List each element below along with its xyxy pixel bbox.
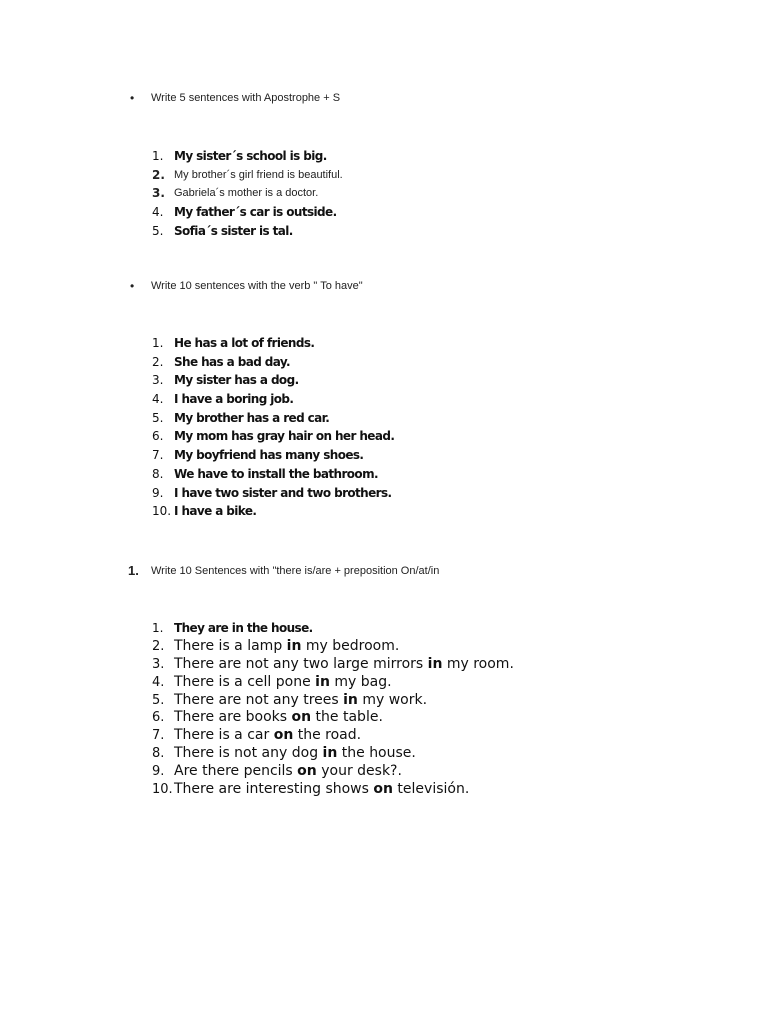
list-item	[152, 446, 394, 465]
item-text: There is a cell pone in my bag.	[174, 673, 392, 690]
preposition: on	[297, 763, 317, 780]
item-text: My sister has a dog.	[174, 373, 299, 388]
item-text: There are interesting shows on televisión.	[174, 781, 470, 798]
item-number: 8.	[152, 466, 164, 481]
item-text: My father´s car is outside.	[174, 205, 337, 220]
item-text: My brother´s girl friend is beautiful.	[174, 168, 343, 181]
item-text: Sofia´s sister is tal.	[174, 223, 293, 238]
list-item	[152, 409, 394, 428]
section3-list	[152, 620, 514, 799]
list-item	[152, 427, 394, 446]
list-item	[152, 222, 343, 241]
item-text: My mom has gray hair on her head.	[174, 429, 395, 444]
list-item	[152, 184, 343, 203]
item-text: I have two sister and two brothers.	[174, 485, 392, 500]
list-item	[152, 371, 394, 390]
preposition: on	[273, 727, 294, 744]
item-number: 5.	[152, 692, 165, 708]
bullet-icon: •	[130, 279, 135, 293]
preposition: in	[286, 637, 302, 654]
list-item	[152, 692, 514, 710]
section3-number: 1.	[128, 563, 139, 578]
list-item	[152, 727, 514, 745]
item-number: 1.	[152, 621, 164, 635]
list-item	[152, 203, 343, 222]
section3-heading-text: Write 10 Sentences with "there is/are + preposition On/at/in	[151, 564, 440, 577]
section3-heading	[128, 563, 439, 578]
item-text: She has a bad day.	[174, 354, 290, 369]
item-text: My boyfriend has many shoes.	[174, 448, 364, 463]
item-text: There are books on the table.	[174, 709, 383, 726]
preposition: in	[343, 691, 358, 708]
list-item	[152, 620, 514, 638]
item-number: 7.	[152, 448, 164, 463]
item-number: 5.	[152, 410, 164, 425]
list-item	[152, 781, 514, 799]
item-number: 6.	[152, 710, 165, 726]
preposition: on	[373, 781, 393, 798]
item-number: 4.	[152, 205, 164, 220]
list-item	[152, 674, 514, 692]
item-text: There are not any two large mirrors in my room.	[174, 655, 514, 672]
item-text: I have a bike.	[174, 504, 257, 519]
item-text: They are in the house.	[174, 621, 313, 635]
item-number: 6.	[152, 429, 164, 444]
item-number: 1.	[152, 336, 164, 350]
item-number: 10.	[152, 504, 172, 519]
item-number: 2.	[152, 638, 165, 654]
list-item	[152, 147, 343, 166]
list-item	[152, 465, 394, 484]
item-number: 9.	[152, 764, 165, 780]
section1-heading-text: Write 5 sentences with Apostrophe + S	[151, 92, 341, 104]
section2-list	[152, 334, 394, 521]
item-text: There is not any dog in the house.	[174, 745, 416, 762]
item-text: I have a boring job.	[174, 392, 294, 407]
item-number: 10.	[152, 782, 173, 798]
preposition: on	[291, 709, 312, 726]
item-number: 7.	[152, 728, 165, 744]
preposition: in	[322, 745, 338, 762]
item-text: My sister´s school is big.	[174, 149, 327, 163]
item-text: There is a car on the road.	[174, 727, 362, 744]
preposition: in	[315, 673, 330, 690]
section1-heading	[128, 91, 340, 105]
item-text: My brother has a red car.	[174, 410, 330, 425]
item-text: There are not any trees in my work.	[174, 691, 428, 708]
bullet-icon: •	[130, 91, 135, 105]
item-number: 3.	[152, 373, 164, 388]
section2-heading	[128, 279, 363, 293]
item-number: 4.	[152, 392, 164, 407]
item-text: He has a lot of friends.	[174, 336, 315, 350]
item-number: 1.	[152, 149, 164, 163]
item-number: 4.	[152, 674, 165, 690]
section2-heading-text: Write 10 sentences with the verb " To have"	[151, 280, 363, 292]
list-item	[152, 656, 514, 674]
preposition: in	[427, 655, 443, 672]
list-item	[152, 166, 343, 185]
item-number: 8.	[152, 746, 165, 762]
list-item	[152, 353, 394, 372]
list-item	[152, 334, 394, 353]
item-number: 9.	[152, 485, 164, 500]
list-item	[152, 638, 514, 656]
section1-list	[152, 147, 343, 240]
item-number: 2.	[152, 354, 164, 369]
item-number: 2.	[152, 167, 165, 182]
list-item	[152, 390, 394, 409]
list-item	[152, 484, 394, 503]
item-text: Are there pencils on your desk?.	[174, 763, 402, 780]
list-item	[152, 763, 514, 781]
item-number: 3.	[152, 656, 165, 672]
item-text: We have to install the bathroom.	[174, 466, 378, 481]
item-number: 3.	[152, 186, 165, 201]
item-text: There is a lamp in my bedroom.	[174, 637, 400, 654]
list-item	[152, 709, 514, 727]
list-item	[152, 502, 394, 521]
list-item	[152, 745, 514, 763]
item-number: 5.	[152, 223, 164, 238]
item-text: Gabriela´s mother is a doctor.	[174, 187, 319, 200]
